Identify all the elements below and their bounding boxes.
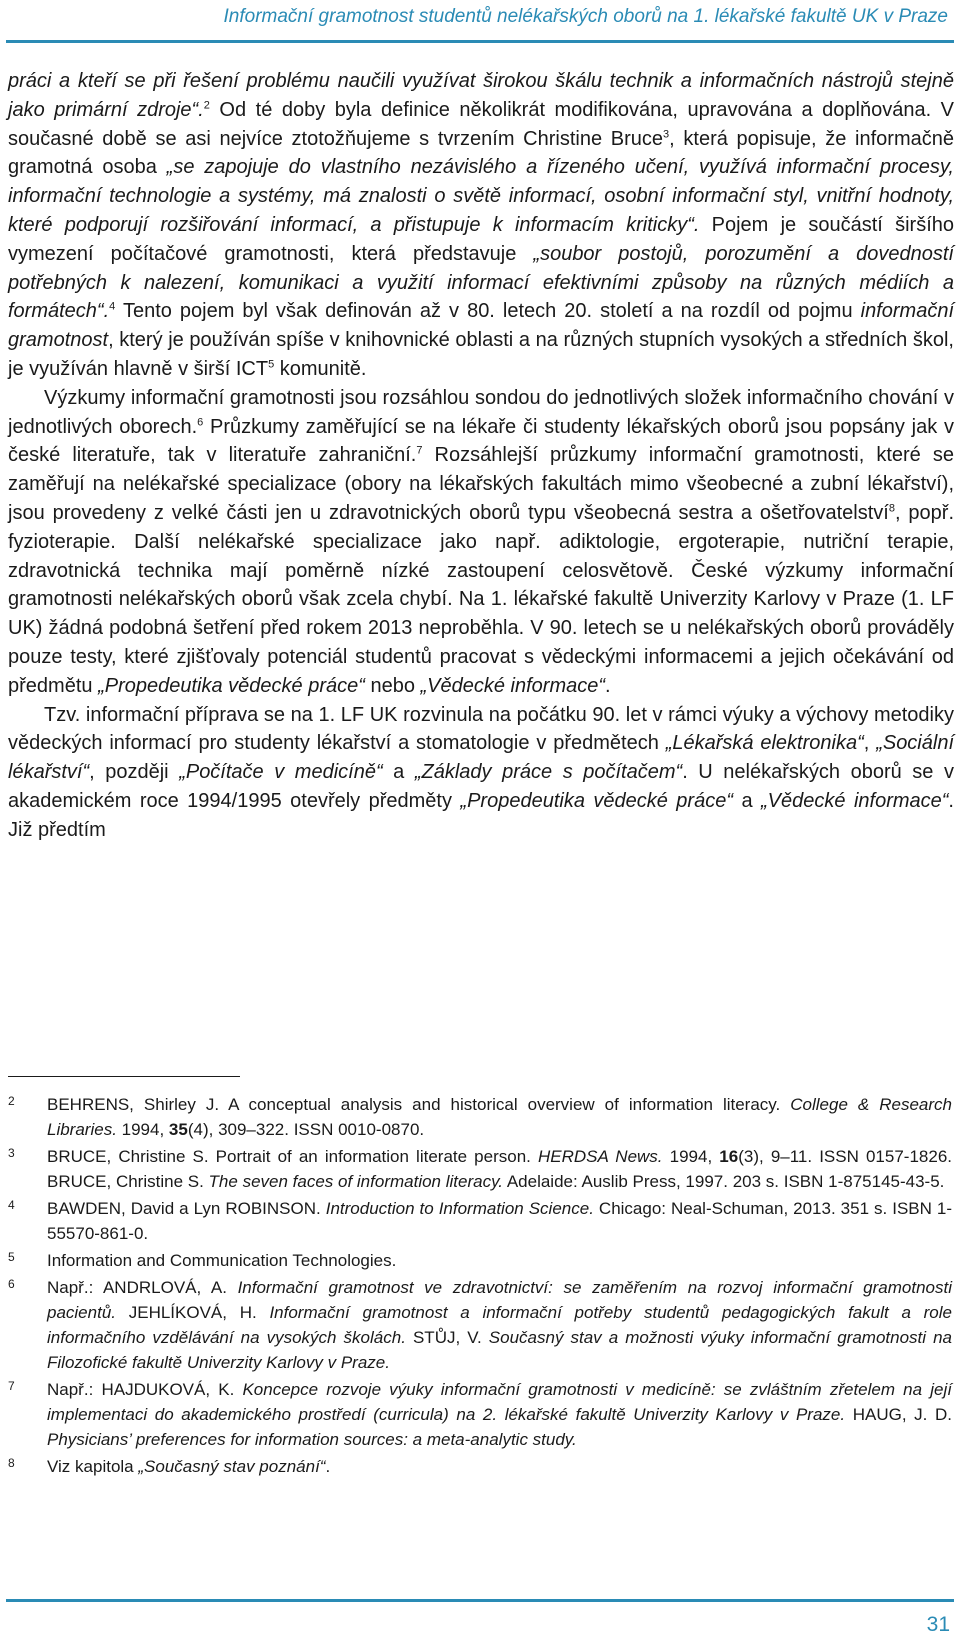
body-text-run: , později [89,761,180,784]
footnote-ref: 5 [268,358,275,371]
course-title: „Vědecké informace“ [420,674,606,697]
footnote-text: . [325,1457,331,1476]
body-text-run: komunitě. [274,357,367,380]
footnote-italic: The seven faces of information literacy. [208,1172,504,1191]
footnote-text: Adelaide: Auslib Press, 1997. 203 s. ISBN 1-875145-43-5. [503,1172,945,1191]
quote-text: „se zapojuje do vlastního nezávislého a řízeného učení, využívá informační procesy, informační technologie a systémy, má znalosti o světě informací, osobní informační styl, vnitřní hodnoty, které podporují rozšiřování informací, a přistupuje k informacím kriticky“. [8,156,954,236]
footnote-text: Např.: ANDRLOVÁ, A. [47,1278,238,1297]
body-text-run: Tzv. informační příprava se na 1. LF UK rozvinula na počátku 90. let v rámci výuky a výchovy metodiky vědeckých informací pro studenty lékařství a stomatologie v předmětech [8,703,954,755]
footnote-ref: 3 [663,127,670,140]
footnote-7 [8,1377,952,1452]
footnote-8 [8,1454,952,1479]
footnote-ref: 7 [416,444,423,457]
paragraph-1 [8,67,954,384]
course-title: „Vědecké informace“ [761,789,949,812]
body-text-run: Od té doby byla definice několikrát modifikována, upravována a doplňována. V současné době se asi nejvíce ztotožňujeme s tvrzením Christine Bruce [8,98,954,150]
page-number: 31 [926,1613,950,1636]
body-text-run: , [863,732,877,755]
footnote-number: 3 [8,1146,15,1160]
footnote-volume: 16 [719,1147,739,1166]
footnote-ref: 6 [197,415,204,428]
body-text-run: a [733,789,762,812]
body-text-run: nebo [364,674,421,697]
footnote-text: BAWDEN, David a Lyn ROBINSON. [47,1199,326,1218]
course-title: „Sociální lékařství“ [8,732,954,784]
footnote-italic: Informační gramotnost a informační potřeby studentů pedagogických fakult a role informačního vzdělávání na vysokých školách. [47,1303,952,1347]
footnote-rule [8,1076,240,1077]
footnote-italic: HERDSA News. [537,1147,663,1166]
body-text-run: . Již předtím [8,789,954,841]
footnote-text: STŮJ, V. [405,1328,489,1347]
footnote-italic: College & Research Libraries. [47,1095,953,1139]
footnote-text: BEHRENS, Shirley J. A conceptual analysis and historical overview of information literacy. [47,1095,791,1114]
footnote-text: 1994, [116,1120,169,1139]
course-title: „Základy práce s počítačem“ [414,761,683,784]
body-text-run: Rozsáhlejší průzkumy informační gramotnosti, které se zaměřují na nelékařské specializace (obory na lékařských fakultách mimo všeobecné a zubní lékařství), jsou provedeny z velké části jen u zdravotnických oborů typu všeobecná sestra a ošetřovatelství [8,444,954,524]
body-text-run: , která popisuje, že informačně gramotná osoba [8,127,954,179]
footnote-text: Chicago: Neal-Schuman, 2013. 351 s. ISBN 1-55570-861-0. [47,1199,952,1243]
body-text-run: Tento pojem byl však definován až v 80. letech 20. století a na rozdíl od pojmu [115,300,861,323]
footnote-number: 8 [8,1456,15,1470]
footnote-text: Information and Communication Technologies. [47,1251,397,1270]
footnote-volume: 35 [168,1120,188,1139]
footnote-6 [8,1275,952,1375]
body-text-run: . [605,674,611,697]
body-text-run: a [382,761,415,784]
term-text: informační gramotnost [8,300,954,352]
paragraph-3 [8,701,954,845]
footnote-italic: Koncepce rozvoje výuky informační gramotnosti v medicíně: se zvláštním zřetelem na její implementaci do akademického prostředí (curricula) na 2. lékařské fakultě Univerzity Karlovy v Praze. [47,1380,952,1424]
main-text [8,67,954,845]
footnote-text: JEHLÍKOVÁ, H. [116,1303,270,1322]
footnotes [8,1092,952,1481]
body-text-run: . U nelékařských oborů se v akademickém roce 1994/1995 otevřely předměty [8,761,954,812]
paragraph-2 [8,384,954,701]
footnote-italic: Současný stav a možnosti výuky informační gramotnosti na Filozofické fakultě Univerzity Karlovy v Praze. [47,1328,952,1372]
footnote-ref: 4 [109,300,116,313]
body-text-run: Výzkumy informační gramotnosti jsou rozsáhlou sondou do jednotlivých složek informačního chování v jednotlivých oborech. [8,386,954,438]
footnote-italic: Informační gramotnost ve zdravotnictví: se zaměřením na rozvoj informační gramotnosti pacientů. [47,1278,952,1322]
footer-rule [6,1599,954,1602]
footnote-text: BRUCE, Christine S. Portrait of an information literate person. [47,1147,538,1166]
body-text-run: Pojem je součástí širšího vymezení počítačové gramotnosti, která představuje [8,213,955,265]
footnote-ref: 2 [203,99,210,112]
body-text-run: Průzkumy zaměřující se na lékaře či studenty lékařských oborů jsou popsány jak v české literatuře, tak v literatuře zahraniční. [8,415,954,467]
footnote-text: Viz kapitola [47,1457,139,1476]
course-title: „Počítače v medicíně“ [179,761,383,784]
footnote-text: (4), 309–322. ISSN 0010-0870. [187,1120,425,1139]
footnote-number: 4 [8,1198,15,1212]
footnote-2 [8,1092,952,1142]
footnote-text: HAUG, J. D. [845,1405,952,1424]
running-head: Informační gramotnost studentů nelékařských oborů na 1. lékařské fakultě UK v Praze [223,6,948,27]
footnote-number: 7 [8,1379,15,1393]
footnote-3 [8,1144,952,1194]
footnote-number: 6 [8,1277,15,1291]
footnote-ref: 8 [888,502,895,515]
footnote-italic: „Současný stav poznání“ [138,1457,326,1476]
footnote-number: 2 [8,1094,15,1108]
header-rule [6,40,954,43]
footnote-number: 5 [8,1250,15,1264]
footnote-4 [8,1196,952,1246]
quote-text: „soubor postojů, porozumění a dovedností potřebných k nalezení, komunikaci a využití informací efektivními způsoby na různých médiích a formátech“. [8,242,954,323]
footnote-italic: Physicians’ preferences for information sources: a meta-analytic study. [47,1430,577,1449]
footnote-text: Např.: HAJDUKOVÁ, K. [47,1380,243,1399]
body-text-run: , popř. fyzioterapie. Další nelékařské specializace jako např. adiktologie, ergoterapie, nutriční terapie, zdravotnická technika mají poměrně nízké zastoupení celosvětově. České výzkumy informační gramotnosti nelékařských oborů však zcela chybí. Na 1. lékařské fakultě Univerzity Karlovy v Praze (1. LF UK) žádná podobná šetření před rokem 2013 neproběhla. V 90. letech se u nelékařských oborů prováděly pouze testy, které zjišťovaly potenciál studentů pracovat s vědeckými informacemi a jejich očekávání od předmětu [8,501,955,697]
footnote-text: (3), 9–11. ISSN 0157-1826. BRUCE, Christine S. [47,1147,952,1191]
course-title: „Propedeutika vědecké práce“ [460,789,734,812]
footnote-5 [8,1248,952,1273]
quote-text: práci a kteří se při řešení problému naučili využívat širokou škálu technik a informačních nástrojů stejně jako primární zdroje“. [8,70,954,121]
course-title: „Propedeutika vědecké práce“ [98,674,365,697]
footnote-text: 1994, [662,1147,720,1166]
footnote-italic: Introduction to Information Science. [325,1199,594,1218]
course-title: „Lékařská elektronika“ [665,732,864,755]
body-text-run: , který je používán spíše v knihovnické oblasti a na různých stupních vysokých a středních škol, je využíván hlavně v širší ICT [8,329,954,380]
